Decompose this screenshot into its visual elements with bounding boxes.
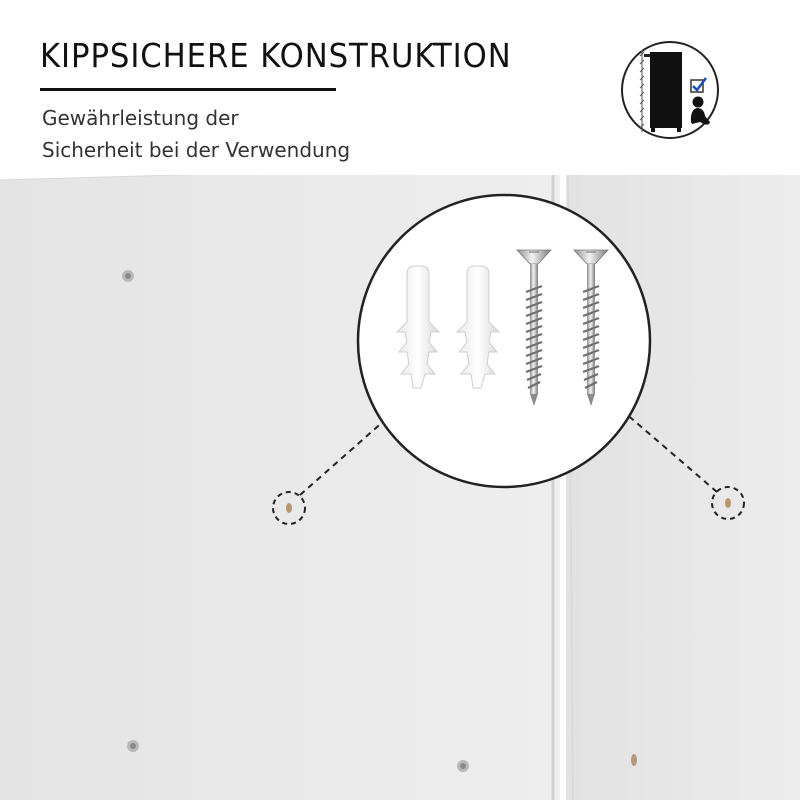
subtitle-line-1: Gewährleistung der bbox=[42, 106, 239, 130]
checkmark-icon bbox=[691, 78, 706, 92]
panel-hole-icon bbox=[631, 754, 637, 766]
page-title: KIPPSICHERE KONSTRUKTION bbox=[40, 36, 512, 75]
panel-screw-icon bbox=[127, 740, 139, 752]
panel-screw-icon bbox=[457, 760, 469, 772]
subtitle-line-2: Sicherheit bei der Verwendung bbox=[42, 138, 351, 162]
wardrobe-icon bbox=[650, 52, 682, 128]
subtitle bbox=[42, 102, 350, 166]
title-underline bbox=[40, 88, 336, 91]
hardware-zoom-circle bbox=[355, 192, 653, 490]
panel-screw-icon bbox=[122, 270, 134, 282]
anti-tip-safety-badge-icon bbox=[620, 40, 720, 140]
